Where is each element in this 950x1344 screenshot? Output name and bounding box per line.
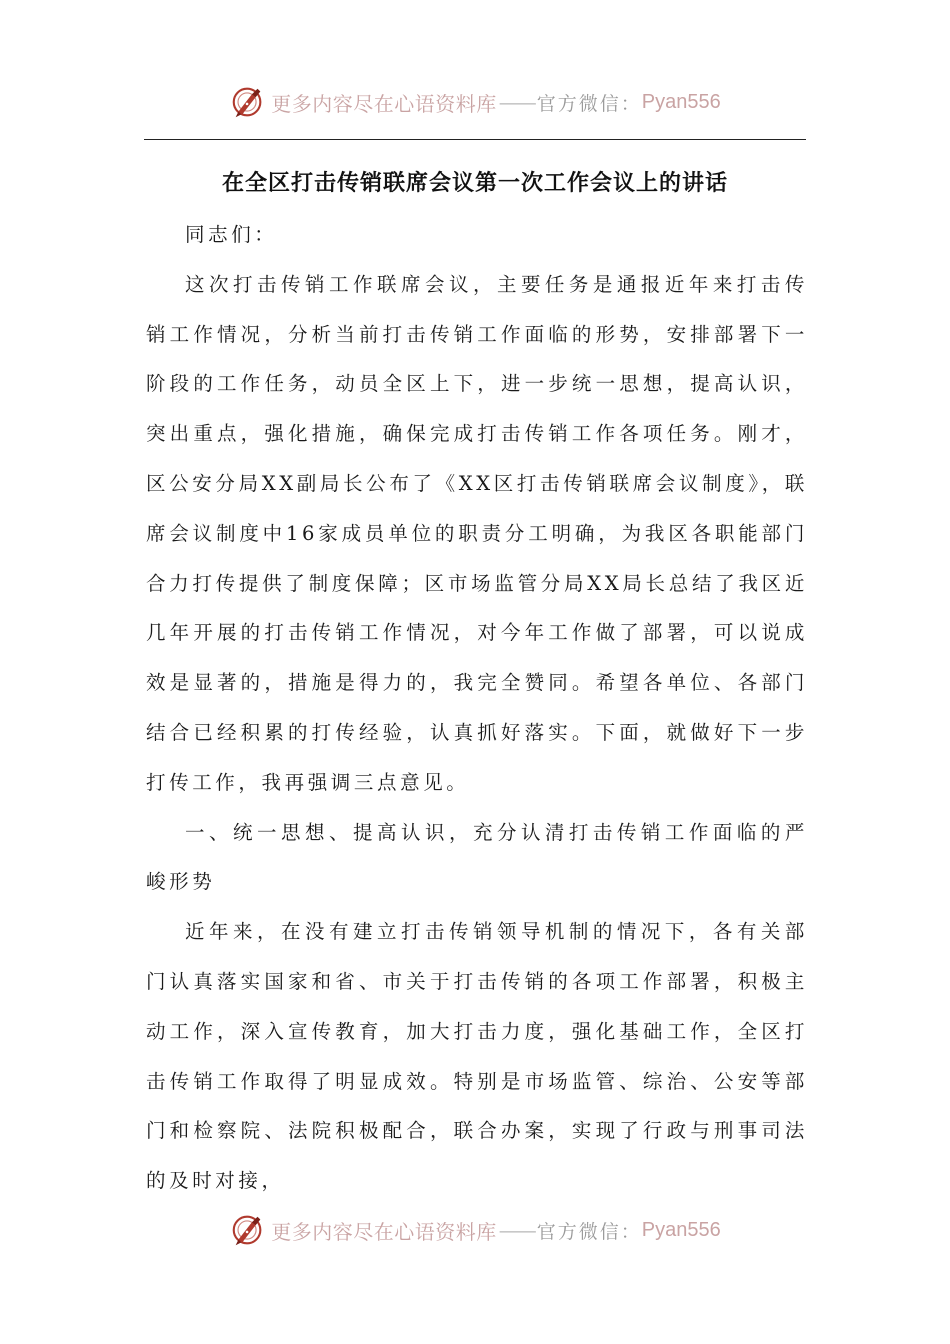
banner-slogan: 更多内容尽在心语资料库 — [271, 1219, 497, 1244]
document-title: 在全区打击传销联席会议第一次工作会议上的讲话 — [221, 171, 728, 196]
section-heading-paragraph: 一、统一思想、提高认识，充分认清打击传销工作面临的严峻形势 — [146, 820, 808, 894]
banner-wechat-id: Pyan556 — [641, 1218, 721, 1241]
pen-nib-logo-icon — [229, 1211, 267, 1249]
body-paragraph: 这次打击传销工作联席会议，主要任务是通报近年来打击传销工作情况，分析当前打击传销工作面临的形势，安排部署下一阶段的工作任务，动员全区上下，进一步统一思想，提高认识，突出重点，强化措施，确保完成打击传销工作各项任务。刚才，区公安分局XX副局长公布了《XX区打击传销联席会议制度》，联席会议制度中16家成员单位的职责分工明确，为我区各职能部门合力打传提供了制度保障；区市场监管分局XX局长总结了我区近几年开展的打击传销工作情况，对今年工作做了部署，可以说成效是显著的，措施是得力的，我完全赞同。希望各单位、各部门结合已经积累的打传经验，认真抓好落实。下面，就做好下一步打传工作，我再强调三点意见。 — [146, 272, 808, 794]
banner-separator: —— — [498, 90, 535, 114]
body-paragraph: 近年来，在没有建立打击传销领导机制的情况下，各有关部门认真落实国家和省、市关于打击传销的各项工作部署，积极主动工作，深入宣传教育，加大打击力度，强化基础工作，全区打击传销工作取得了明显成效。特别是市场监管、综治、公安等部门和检察院、法院积极配合，联合办案，实现了行政与刑事司法的及时对接， — [146, 920, 808, 1193]
pen-nib-logo-icon — [229, 83, 267, 121]
banner-wechat-label: 官方微信： — [536, 92, 642, 115]
banner-wechat-id: Pyan556 — [641, 90, 721, 113]
banner-separator: —— — [498, 1218, 535, 1242]
document-body — [146, 210, 808, 1206]
salutation-paragraph: 同志们： — [185, 223, 278, 246]
footer-banner — [0, 1208, 950, 1252]
banner-wechat-label: 官方微信： — [536, 1220, 642, 1243]
header-banner — [0, 80, 950, 124]
header-divider — [144, 139, 806, 140]
banner-slogan: 更多内容尽在心语资料库 — [271, 91, 497, 116]
